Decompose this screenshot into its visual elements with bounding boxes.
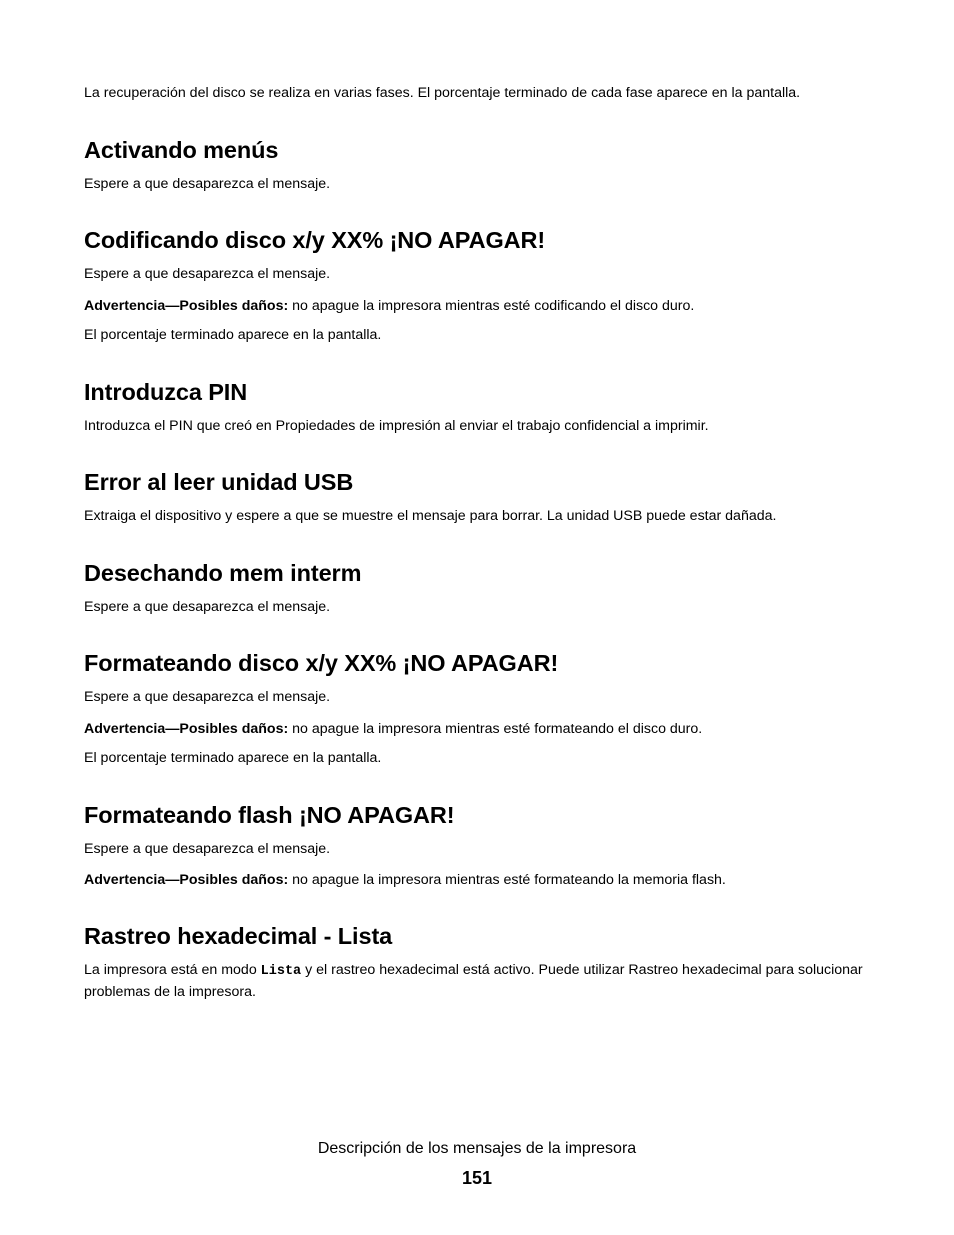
heading-introduzca-pin: Introduzca PIN [84,379,248,405]
codificando-paragraph: Espere a que desaparezca el mensaje. [84,266,331,282]
formateando-disco-warning [84,719,702,740]
heading-codificando-disco: Codificando disco x/y XX% ¡NO APAGAR! [84,227,546,253]
rastreo-text-after: y el rastreo hexadecimal está activo. Puede utilizar Rastreo hexadecimal para solucionar problemas de la impresora. [84,962,863,1000]
heading-activando-menus: Activando menús [84,137,279,163]
heading-desechando-mem: Desechando mem interm [84,560,362,586]
heading-formateando-flash: Formateando flash ¡NO APAGAR! [84,802,455,828]
rastreo-text-before: La impresora está en modo [84,962,261,978]
formateando-disco-percentage-note: El porcentaje terminado aparece en la pantalla. [84,750,382,766]
heading-rastreo-hexadecimal: Rastreo hexadecimal - Lista [84,923,393,949]
codificando-percentage-note: El porcentaje terminado aparece en la pantalla. [84,327,382,343]
activando-paragraph: Espere a que desaparezca el mensaje. [84,176,331,192]
footer-chapter-title: Descripción de los mensajes de la impresora [317,1140,637,1157]
warning-label: Advertencia—Posibles daños: [84,872,289,888]
rastreo-code-lista: Lista [260,964,302,979]
warning-label: Advertencia—Posibles daños: [84,721,289,737]
codificando-warning [84,296,694,317]
warning-text: no apague la impresora mientras esté codificando el disco duro. [288,298,695,314]
formateando-flash-warning [84,870,726,891]
formateando-flash-paragraph: Espere a que desaparezca el mensaje. [84,841,331,857]
intro-paragraph: La recuperación del disco se realiza en varias fases. El porcentaje terminado de cada fase aparece en la pantalla. [84,85,801,101]
heading-error-usb: Error al leer unidad USB [84,469,354,495]
footer-page-number: 151 [461,1168,493,1188]
heading-formateando-disco: Formateando disco x/y XX% ¡NO APAGAR! [84,650,559,676]
warning-text: no apague la impresora mientras esté formateando el disco duro. [288,721,703,737]
usb-paragraph: Extraiga el dispositivo y espere a que se muestre el mensaje para borrar. La unidad USB puede estar dañada. [84,508,777,524]
desechando-paragraph: Espere a que desaparezca el mensaje. [84,599,331,615]
formateando-disco-paragraph: Espere a que desaparezca el mensaje. [84,689,331,705]
warning-label: Advertencia—Posibles daños: [84,298,289,314]
pin-paragraph: Introduzca el PIN que creó en Propiedades de impresión al enviar el trabajo confidencial a imprimir. [84,418,709,434]
warning-text: no apague la impresora mientras esté formateando la memoria flash. [288,872,726,888]
rastreo-paragraph [84,960,874,1003]
